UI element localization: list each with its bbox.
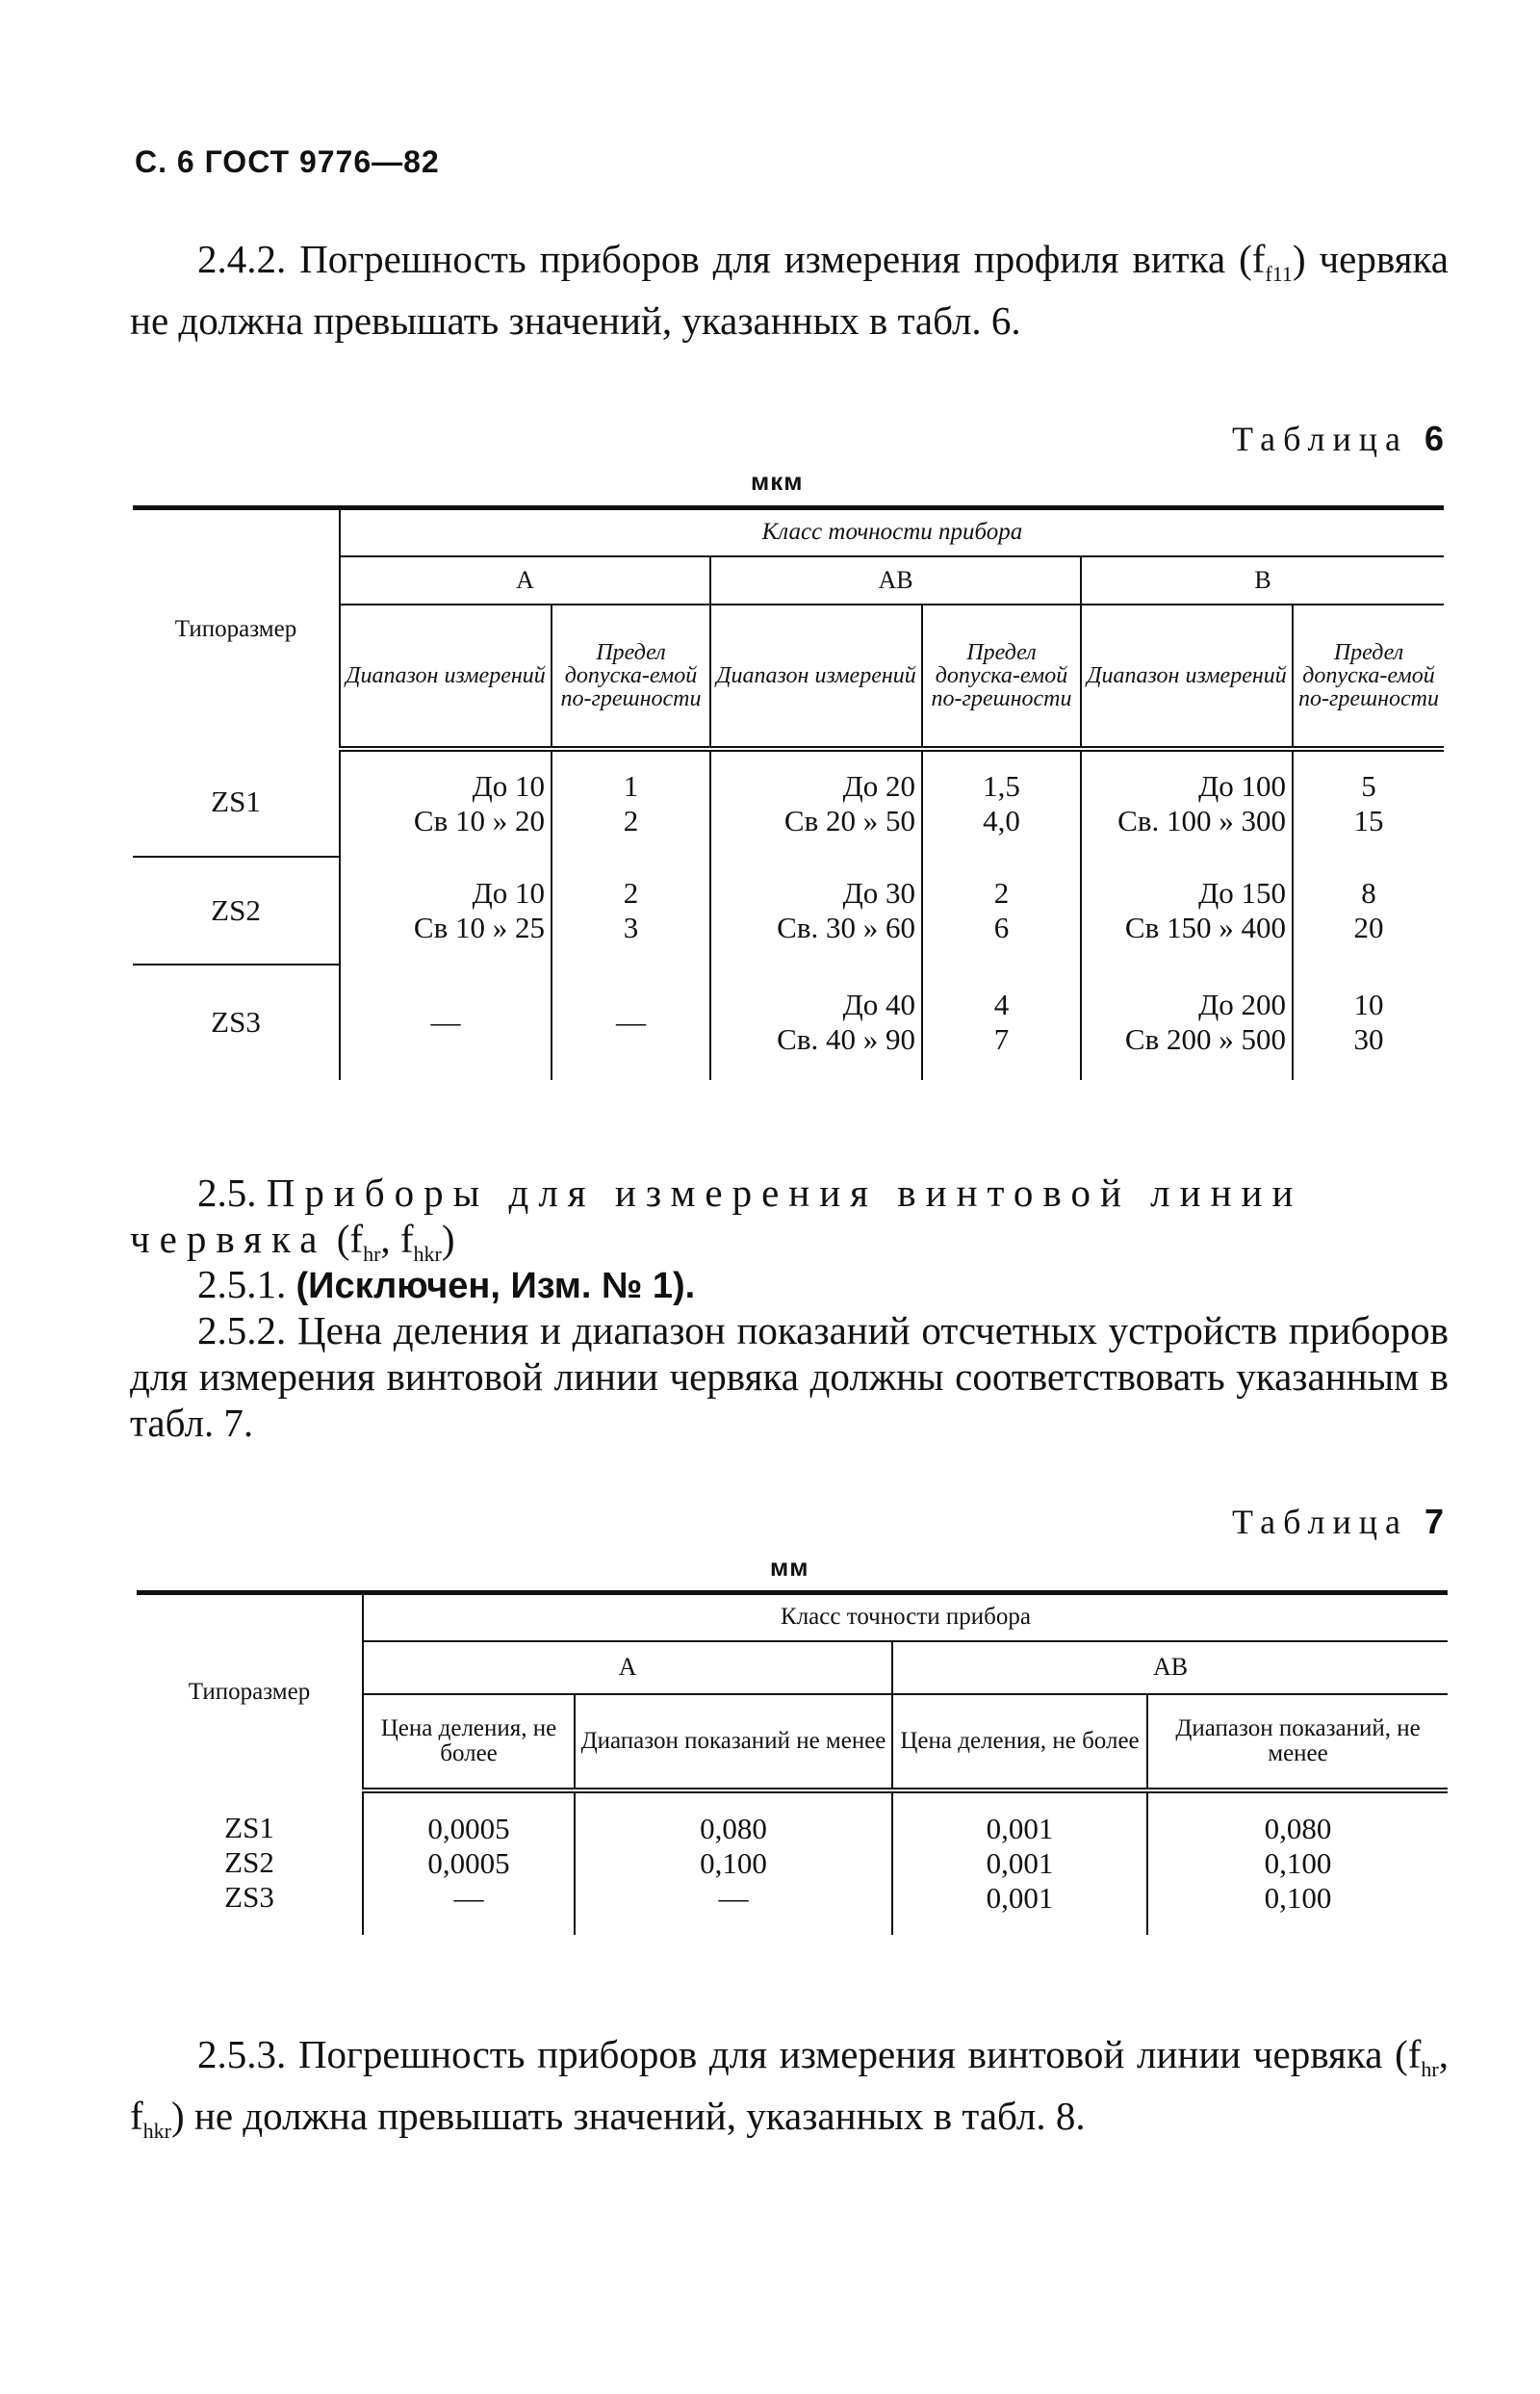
symbol-subscript: f11 [1265,262,1293,287]
para-text: (Исключен, Изм. № 1). [295,1266,696,1306]
col-division-a: Цена деления, не более [363,1694,575,1790]
col-division-ab: Цена деления, не более [892,1694,1147,1790]
error-cell: 2 [993,875,1010,910]
table-row [133,965,1444,1080]
symbol: , f [380,1217,414,1261]
range-cell: Св. 30 » 60 [777,910,915,944]
size-cell: ZS1 [224,1810,274,1844]
col-error-a: Предел допуска-емой по-грешности [552,605,710,749]
symbol: ) [441,1217,455,1261]
error-cell: 8 [1361,875,1376,910]
value-cell: 0,0005 [427,1812,510,1845]
para-number: 2.5. [197,1171,257,1215]
col-error-ab: Предел допуска-емой по-грешности [922,605,1081,749]
table-7 [137,1590,1448,1935]
para-text-cont: ) не должна превышать значений, указанных в табл. 8. [170,2094,1086,2139]
size-cell: ZS3 [211,1005,261,1039]
symbol-subscript: hkr [413,1242,442,1267]
symbol-subscript: hkr [142,2119,171,2144]
col-range-ab: Диапазон показаний, не менее [1147,1694,1448,1790]
class-ab: АВ [710,556,1081,605]
paragraph-2-5-2 [130,1307,1449,1446]
error-cell: 5 [1361,769,1376,803]
class-ab: АВ [892,1641,1448,1694]
range-cell: До 20 [842,769,915,803]
value-cell: — [718,1881,749,1915]
value-cell: 0,100 [1264,1881,1332,1915]
symbol-subscript: hr [1421,2057,1439,2082]
range-cell: Св. 40 » 90 [777,1021,915,1056]
table6-unit: мкм [751,467,804,496]
col-range-b: Диапазон измерений [1081,605,1293,749]
col-size-header: Типоразмер [188,1679,311,1706]
symbol: , f [130,2032,1449,2139]
para-number: 2.5.3. [197,2032,287,2076]
caption-word: Таблица [1232,1503,1408,1541]
value-cell: 0,001 [986,1846,1054,1880]
range-cell: Св 10 » 20 [413,804,545,837]
table-row [133,749,1444,857]
para-text: Цена деления и диапазон показаний отсчетных устройств приборов для измерения винтовой линии червяка должны соответствовать указанным в табл. 7. [130,1308,1450,1445]
range-cell: Св 20 » 50 [783,804,915,837]
value-cell: 0,080 [700,1812,767,1845]
para-text-cont: ) червяка не должна превышать значений, указанных в табл. 6. [130,237,1450,344]
para-text: Погрешность приборов для измерения винтовой линии червяка (f [297,2032,1422,2076]
class-header: Класс точности прибора [340,508,1444,556]
value-cell: 0,001 [986,1881,1054,1915]
symbol: (f [336,1217,364,1261]
para-number: 2.5.1. [197,1262,287,1306]
caption-word: Таблица [1232,420,1408,458]
error-cell: 10 [1353,987,1384,1021]
value-cell: 0,100 [1264,1846,1332,1880]
error-cell: 30 [1353,1021,1384,1056]
col-size-header: Типоразмер [174,615,297,642]
col-error-b: Предел допуска-емой по-грешности [1293,605,1444,749]
class-a: А [340,556,710,605]
table-row [133,857,1444,965]
para-number: 2.5.2. [197,1308,287,1352]
range-cell: Св 200 » 500 [1124,1021,1286,1056]
col-range-a: Диапазон измерений [340,605,552,749]
size-cell: ZS1 [133,749,340,857]
para-number: 2.4.2. [197,237,287,281]
paragraph-2-5-1 [130,1261,1449,1309]
error-cell: 20 [1353,910,1384,944]
error-cell: 4 [993,987,1010,1021]
class-header: Класс точности прибора [363,1593,1448,1641]
range-cell: До 10 [472,769,545,803]
paragraph-2-4-2 [130,236,1449,344]
error-cell: 4,0 [983,804,1020,837]
table-row [137,1790,1448,1935]
table7-caption [1232,1502,1444,1542]
value-cell: — [453,1881,484,1915]
error-cell: 15 [1353,804,1384,837]
caption-number: 6 [1424,419,1444,458]
range-cell: Св 150 » 400 [1124,910,1286,944]
value-cell: 0,100 [700,1846,767,1880]
col-range-ab: Диапазон измерений [710,605,922,749]
symbol: f [1251,237,1266,281]
table6-caption [1232,419,1444,459]
section-title: Приборы для измерения винтовой линии червяка [130,1171,1303,1261]
error-cell: 1,5 [983,769,1020,803]
error-cell: — [552,965,710,1080]
value-cell: 0,080 [1264,1812,1332,1845]
value-cell: 0,0005 [427,1846,510,1880]
range-cell: До 40 [842,987,915,1021]
paragraph-2-5-3 [130,2031,1449,2154]
caption-number: 7 [1424,1502,1444,1541]
error-cell: 1 [623,769,639,803]
error-cell: 3 [623,910,639,944]
para-text: Погрешность приборов для измерения профиля витка ( [299,237,1252,281]
range-cell: Св. 100 » 300 [1117,804,1286,837]
range-cell: До 100 [1198,769,1286,803]
error-cell: 2 [623,875,639,910]
value-cell: 0,001 [986,1812,1054,1845]
table-6 [133,505,1444,1080]
error-cell: 7 [993,1021,1010,1056]
class-b: В [1081,556,1444,605]
range-cell: До 30 [842,875,915,910]
page-header: С. 6 ГОСТ 9776—82 [135,144,440,179]
size-cell: ZS2 [133,857,340,965]
range-cell: До 10 [472,875,545,910]
table7-unit: мм [770,1553,809,1582]
error-cell: 2 [623,804,639,837]
range-cell: До 200 [1198,987,1286,1021]
range-cell: Св 10 » 25 [413,910,545,944]
error-cell: 6 [993,910,1010,944]
size-cell: ZS3 [224,1879,274,1914]
col-range-a: Диапазон показаний не менее [575,1694,892,1790]
range-cell: — [340,965,552,1080]
range-cell: До 150 [1198,875,1286,910]
symbol-subscript: hr [363,1242,381,1267]
class-a: А [363,1641,892,1694]
size-cell: ZS2 [224,1844,274,1879]
